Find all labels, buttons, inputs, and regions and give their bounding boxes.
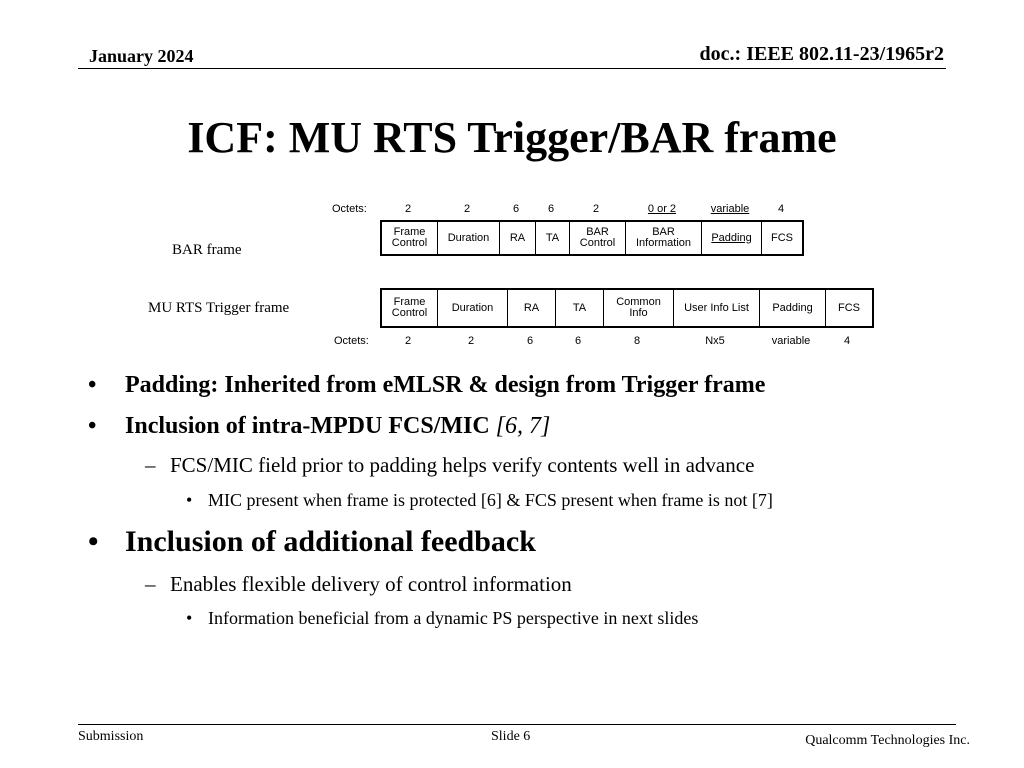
field-frame-control: Frame Control <box>382 222 438 254</box>
bullet-marker: • <box>88 525 99 558</box>
bar-octet-value: 6 <box>512 203 520 215</box>
bar-frame-fields <box>380 220 804 256</box>
sub-bullet-flexible-delivery: Enables flexible delivery of control information <box>170 572 572 596</box>
field-bar-control: BAR Control <box>570 222 626 254</box>
field-padding: Padding <box>760 290 826 326</box>
bar-frame-label: BAR frame <box>172 242 242 258</box>
mu-rts-octet-value: 8 <box>633 335 641 347</box>
mu-rts-octet-value: 2 <box>404 335 412 347</box>
field-fcs: FCS <box>838 301 860 314</box>
field-duration: Duration <box>438 222 500 254</box>
dash-marker: – <box>145 453 156 477</box>
bar-octet-value: 4 <box>777 203 785 215</box>
dash-marker: – <box>145 572 156 596</box>
field-ta: TA <box>556 290 604 326</box>
sub-sub-bullet-mic-fcs: MIC present when frame is protected [6] & FCS present when frame is not [7] <box>208 490 773 510</box>
bullet-marker: • <box>186 608 193 628</box>
field-bar-information: BAR Information <box>626 222 702 254</box>
mu-rts-octet-value: 2 <box>467 335 475 347</box>
sub-bullet-fcs-mic-position: FCS/MIC field prior to padding helps verify contents well in advance <box>170 453 755 477</box>
bar-octet-value: 6 <box>547 203 555 215</box>
bullet-marker: • <box>186 490 193 510</box>
bullet-marker: • <box>88 372 97 398</box>
field-ta: TA <box>536 222 570 254</box>
slide-title: ICF: MU RTS Trigger/BAR frame <box>187 113 837 162</box>
mu-rts-octet-value: variable <box>771 335 811 347</box>
header-date: January 2024 <box>89 46 194 66</box>
bullet-fcs-mic-ref: [6, 7] <box>495 413 551 439</box>
mu-rts-octet-value: Nx5 <box>705 335 725 347</box>
bullet-additional-feedback: Inclusion of additional feedback <box>125 525 536 558</box>
field-frame-control: Frame Control <box>382 290 438 326</box>
bar-octet-value: variable <box>710 203 750 215</box>
bar-octet-value: 2 <box>404 203 412 215</box>
field-padding: Padding <box>702 222 762 254</box>
mu-rts-octet-value: 6 <box>574 335 582 347</box>
footer-company: Qualcomm Technologies Inc. <box>805 733 970 748</box>
footer-submission: Submission <box>78 729 144 744</box>
header-doc-id: doc.: IEEE 802.11-23/1965r2 <box>699 43 944 65</box>
bar-octets-label: Octets: <box>332 203 367 215</box>
field-fcs: FCS <box>771 231 793 244</box>
footer-divider <box>78 724 956 725</box>
bullet-padding: Padding: Inherited from eMLSR & design from Trigger frame <box>125 372 766 398</box>
mu-rts-octets-label: Octets: <box>334 335 369 347</box>
bullet-marker: • <box>88 413 97 439</box>
bar-octet-value: 2 <box>592 203 600 215</box>
header-divider <box>78 68 946 69</box>
mu-rts-frame-fields <box>380 288 874 328</box>
bar-octet-value: 0 or 2 <box>647 203 677 215</box>
field-user-info-list: User Info List <box>674 290 760 326</box>
mu-rts-frame-label: MU RTS Trigger frame <box>148 300 290 316</box>
field-duration: Duration <box>438 290 508 326</box>
mu-rts-octet-value: 6 <box>526 335 534 347</box>
mu-rts-octet-value: 4 <box>843 335 851 347</box>
footer-slide-number: Slide 6 <box>491 729 531 744</box>
field-ra: RA <box>500 222 536 254</box>
bullet-fcs-mic <box>125 413 550 440</box>
field-common-info: Common Info <box>604 290 674 326</box>
bar-octet-value: 2 <box>463 203 471 215</box>
sub-sub-bullet-dynamic-ps: Information beneficial from a dynamic PS perspective in next slides <box>208 608 699 628</box>
bullet-fcs-mic-text: Inclusion of intra-MPDU FCS/MIC <box>125 413 490 439</box>
field-ra: RA <box>508 290 556 326</box>
